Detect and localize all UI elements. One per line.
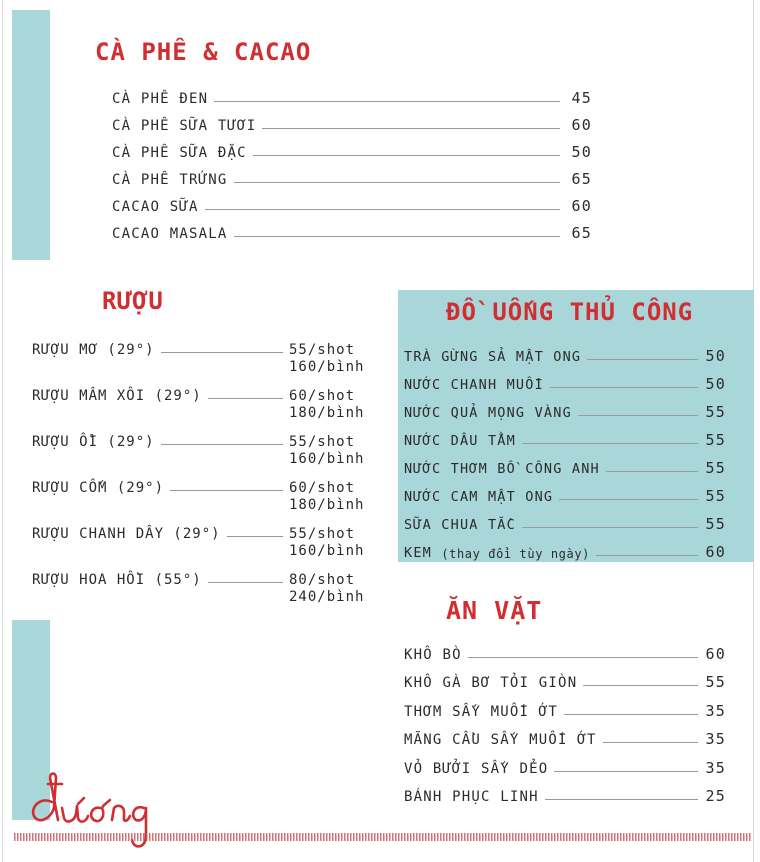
- menu-item: [404, 533, 726, 561]
- menu-item: [404, 748, 726, 777]
- leader-line: [214, 101, 560, 102]
- item-price: 55: [705, 403, 726, 421]
- item-name: RƯỢU CỐM (29°): [32, 480, 165, 496]
- item-price: 55: [705, 515, 726, 533]
- shot-price: 55/shot: [289, 342, 356, 358]
- item-price: 55: [705, 487, 726, 505]
- menu-item: [32, 572, 377, 618]
- item-name: NƯỚC DÂU TẰM: [404, 433, 516, 449]
- leader-line: [468, 657, 698, 658]
- leader-line: [522, 527, 698, 528]
- bottle-price: 160/bình: [289, 543, 365, 559]
- item-price: 25: [705, 787, 726, 805]
- leader-line: [208, 388, 283, 399]
- menu-item: [404, 421, 726, 449]
- leader-line: [545, 799, 698, 800]
- coffee-section-title: CÀ PHÊ & CACAO: [95, 38, 312, 66]
- leader-line: [550, 387, 698, 388]
- leader-line: [554, 771, 698, 772]
- item-name: VỎ BƯỞI SẤY DẺO: [404, 760, 549, 777]
- menu-item: [404, 634, 726, 663]
- menu-item: [404, 720, 726, 749]
- brand-logo: [22, 760, 222, 860]
- item-name: CÀ PHÊ SỮA ĐẶC: [112, 145, 247, 161]
- leader-line: [205, 209, 560, 210]
- item-note: (thay đổi tùy ngày): [441, 547, 590, 561]
- leader-line: [227, 526, 283, 537]
- menu-item: [32, 434, 377, 480]
- wine-section-title: RƯỢU: [102, 287, 164, 315]
- item-name: CACAO SỮA: [112, 199, 199, 215]
- stitched-border: [14, 833, 752, 841]
- item-name: SỮA CHUA TẮC: [404, 517, 516, 533]
- menu-item: [404, 663, 726, 692]
- teal-accent-bar-top: [12, 10, 50, 260]
- shot-price: 80/shot: [289, 572, 356, 588]
- leader-line: [596, 555, 698, 556]
- item-price: 35: [705, 730, 726, 748]
- shot-price: 55/shot: [289, 434, 356, 450]
- leader-line: [564, 714, 698, 715]
- leader-line: [587, 359, 698, 360]
- menu-item: [32, 526, 377, 572]
- item-name: NƯỚC QUẢ MỌNG VÀNG: [404, 405, 572, 421]
- bottle-price: 180/bình: [289, 497, 365, 513]
- menu-item: [32, 388, 377, 434]
- item-name: NƯỚC CHANH MUỐI: [404, 377, 544, 393]
- item-name: CÀ PHÊ TRỨNG: [112, 172, 228, 188]
- bottle-price: 160/bình: [289, 451, 365, 467]
- leader-line: [161, 342, 283, 353]
- leader-line: [170, 480, 283, 491]
- coffee-menu-list: [112, 80, 592, 242]
- leader-line: [578, 415, 698, 416]
- menu-item: [404, 337, 726, 365]
- menu-item: [404, 365, 726, 393]
- menu-item: [404, 691, 726, 720]
- item-name: KEM: [404, 545, 432, 561]
- item-name: KHÔ GÀ BƠ TỎI GIÒN: [404, 675, 578, 691]
- item-price: 60: [571, 197, 592, 215]
- leader-line: [262, 128, 560, 129]
- menu-item: [32, 342, 377, 388]
- item-price: 60: [705, 543, 726, 561]
- bottle-price: 160/bình: [289, 359, 365, 375]
- leader-line: [583, 685, 698, 686]
- item-price: 60: [705, 644, 726, 663]
- item-name: TRÀ GỪNG SẢ MẬT ONG: [404, 349, 582, 365]
- snack-menu-list: [404, 634, 726, 805]
- item-name: BÁNH PHỤC LINH: [404, 789, 539, 805]
- item-name: NƯỚC CAM MẬT ONG: [404, 489, 554, 505]
- wine-menu-list: [32, 342, 377, 618]
- item-price: 55: [705, 673, 726, 691]
- item-price: 35: [705, 758, 726, 777]
- item-name: CÀ PHÊ SỮA TƯƠI: [112, 118, 257, 134]
- item-name: RƯỢU CHANH DÂY (29°): [32, 526, 221, 542]
- leader-line: [606, 471, 698, 472]
- item-price: 50: [705, 347, 726, 365]
- leader-line: [234, 236, 560, 237]
- item-price: 65: [571, 224, 592, 242]
- menu-item: [404, 393, 726, 421]
- shot-price: 60/shot: [289, 480, 356, 496]
- menu-item: [112, 80, 592, 107]
- leader-line: [208, 572, 283, 583]
- item-price: 55: [705, 431, 726, 449]
- item-price: 60: [571, 116, 592, 134]
- item-price: 50: [705, 375, 726, 393]
- page-border-left: [2, 0, 3, 862]
- bottle-price: 240/bình: [289, 589, 365, 605]
- menu-item: [404, 777, 726, 806]
- menu-item: [404, 449, 726, 477]
- item-price: 45: [571, 89, 592, 107]
- craft-section-title: ĐỒ UỐNG THỦ CÔNG: [446, 298, 694, 326]
- item-price: 65: [571, 170, 592, 188]
- menu-item: [112, 161, 592, 188]
- menu-item: [112, 188, 592, 215]
- item-name: RƯỢU MÂM XÔI (29°): [32, 388, 202, 404]
- item-name: NƯỚC THƠM BỒ CÔNG ANH: [404, 461, 600, 477]
- menu-item: [32, 480, 377, 526]
- shot-price: 60/shot: [289, 388, 356, 404]
- menu-item: [112, 215, 592, 242]
- menu-item: [404, 505, 726, 533]
- leader-line: [234, 182, 560, 183]
- item-name: THƠM SẤY MUỐI ỚT: [404, 703, 559, 720]
- menu-item: [112, 134, 592, 161]
- item-price: 55: [705, 459, 726, 477]
- shot-price: 55/shot: [289, 526, 356, 542]
- item-name: RƯỢU HOA HỒI (55°): [32, 572, 202, 588]
- item-price: 50: [571, 143, 592, 161]
- bottle-price: 180/bình: [289, 405, 365, 421]
- menu-item: [112, 107, 592, 134]
- item-name: CACAO MASALA: [112, 226, 228, 242]
- menu-item: [404, 477, 726, 505]
- snack-section-title: ĂN VẶT: [446, 596, 543, 625]
- item-name: KHÔ BÒ: [404, 646, 462, 663]
- item-name: RƯỢU MƠ (29°): [32, 342, 155, 358]
- leader-line: [559, 499, 698, 500]
- item-price: 35: [705, 701, 726, 720]
- item-name: RƯỢU ỔI (29°): [32, 434, 155, 450]
- craft-menu-list: [404, 337, 726, 561]
- leader-line: [522, 443, 698, 444]
- item-name: CÀ PHÊ ĐEN: [112, 91, 209, 107]
- leader-line: [253, 155, 560, 156]
- leader-line: [161, 434, 283, 445]
- item-name: MÃNG CẦU SẤY MUỐI ỚT: [404, 732, 597, 748]
- leader-line: [603, 742, 698, 743]
